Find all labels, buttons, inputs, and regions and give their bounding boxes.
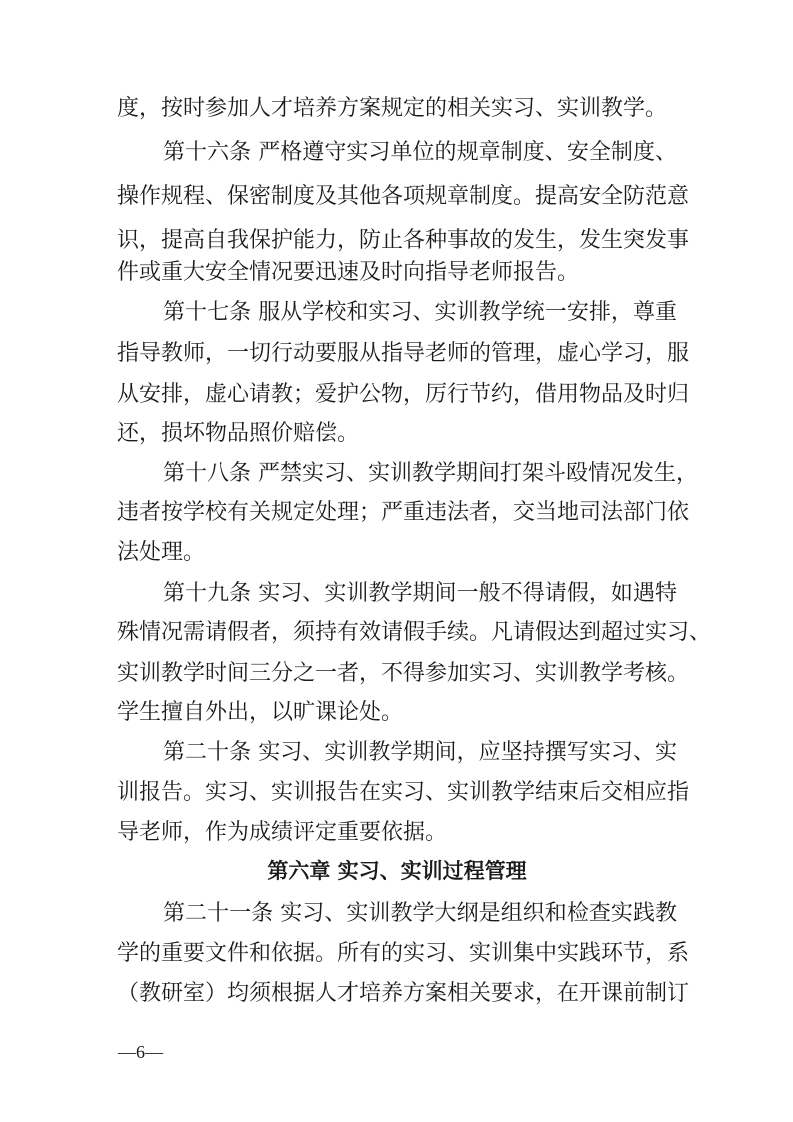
text-line: （教研室）均须根据人才培养方案相关要求，在开课前制订 xyxy=(117,981,690,1006)
article-18-line: 第十八条 严禁实习、实训教学期间打架斗殴情况发生， xyxy=(163,461,698,486)
article-16-line: 第十六条 严格遵守实习单位的规章制度、安全制度、 xyxy=(163,140,677,165)
text-line: 识，提高自我保护能力，防止各种事故的发生，发生突发事 xyxy=(117,228,690,253)
article-20-line: 第二十条 实习、实训教学期间，应坚持撰写实习、实 xyxy=(163,740,677,765)
text-line: 操作规程、保密制度及其他各项规章制度。提高安全防范意 xyxy=(117,184,690,209)
text-line: 实训教学时间三分之一者，不得参加实习、实训教学考核。 xyxy=(117,661,690,686)
page-number: —6— xyxy=(118,1042,163,1062)
text-line: 训报告。实习、实训报告在实习、实训教学结束后交相应指 xyxy=(117,780,690,805)
text-line: 学的重要文件和依据。所有的实习、实训集中实践环节，系 xyxy=(117,941,690,966)
text-line: 法处理。 xyxy=(117,540,206,565)
text-line: 度，按时参加人才培养方案规定的相关实习、实训教学。 xyxy=(117,96,668,121)
article-17-line: 第十七条 服从学校和实习、实训教学统一安排，尊重 xyxy=(163,300,677,325)
text-line: 殊情况需请假者，须持有效请假手续。凡请假达到超过实习、 xyxy=(117,620,712,645)
text-line: 件或重大安全情况要迅速及时向指导老师报告。 xyxy=(117,260,580,285)
text-line: 违者按学校有关规定处理；严重违法者，交当地司法部门依 xyxy=(117,500,690,525)
text-line: 还，损坏物品照价赔偿。 xyxy=(117,421,360,446)
chapter-heading: 第六章 实习、实训过程管理 xyxy=(267,859,527,883)
text-line: 从安排，虚心请教；爱护公物，厉行节约，借用物品及时归 xyxy=(117,382,690,407)
text-line: 导老师，作为成绩评定重要依据。 xyxy=(117,820,448,845)
text-line: 学生擅自外出，以旷课论处。 xyxy=(117,700,404,725)
article-21-line: 第二十一条 实习、实训教学大纲是组织和检查实践教 xyxy=(163,901,677,926)
text-line: 指导教师，一切行动要服从指导老师的管理，虚心学习，服 xyxy=(117,341,690,366)
article-19-line: 第十九条 实习、实训教学期间一般不得请假，如遇特 xyxy=(163,581,677,606)
